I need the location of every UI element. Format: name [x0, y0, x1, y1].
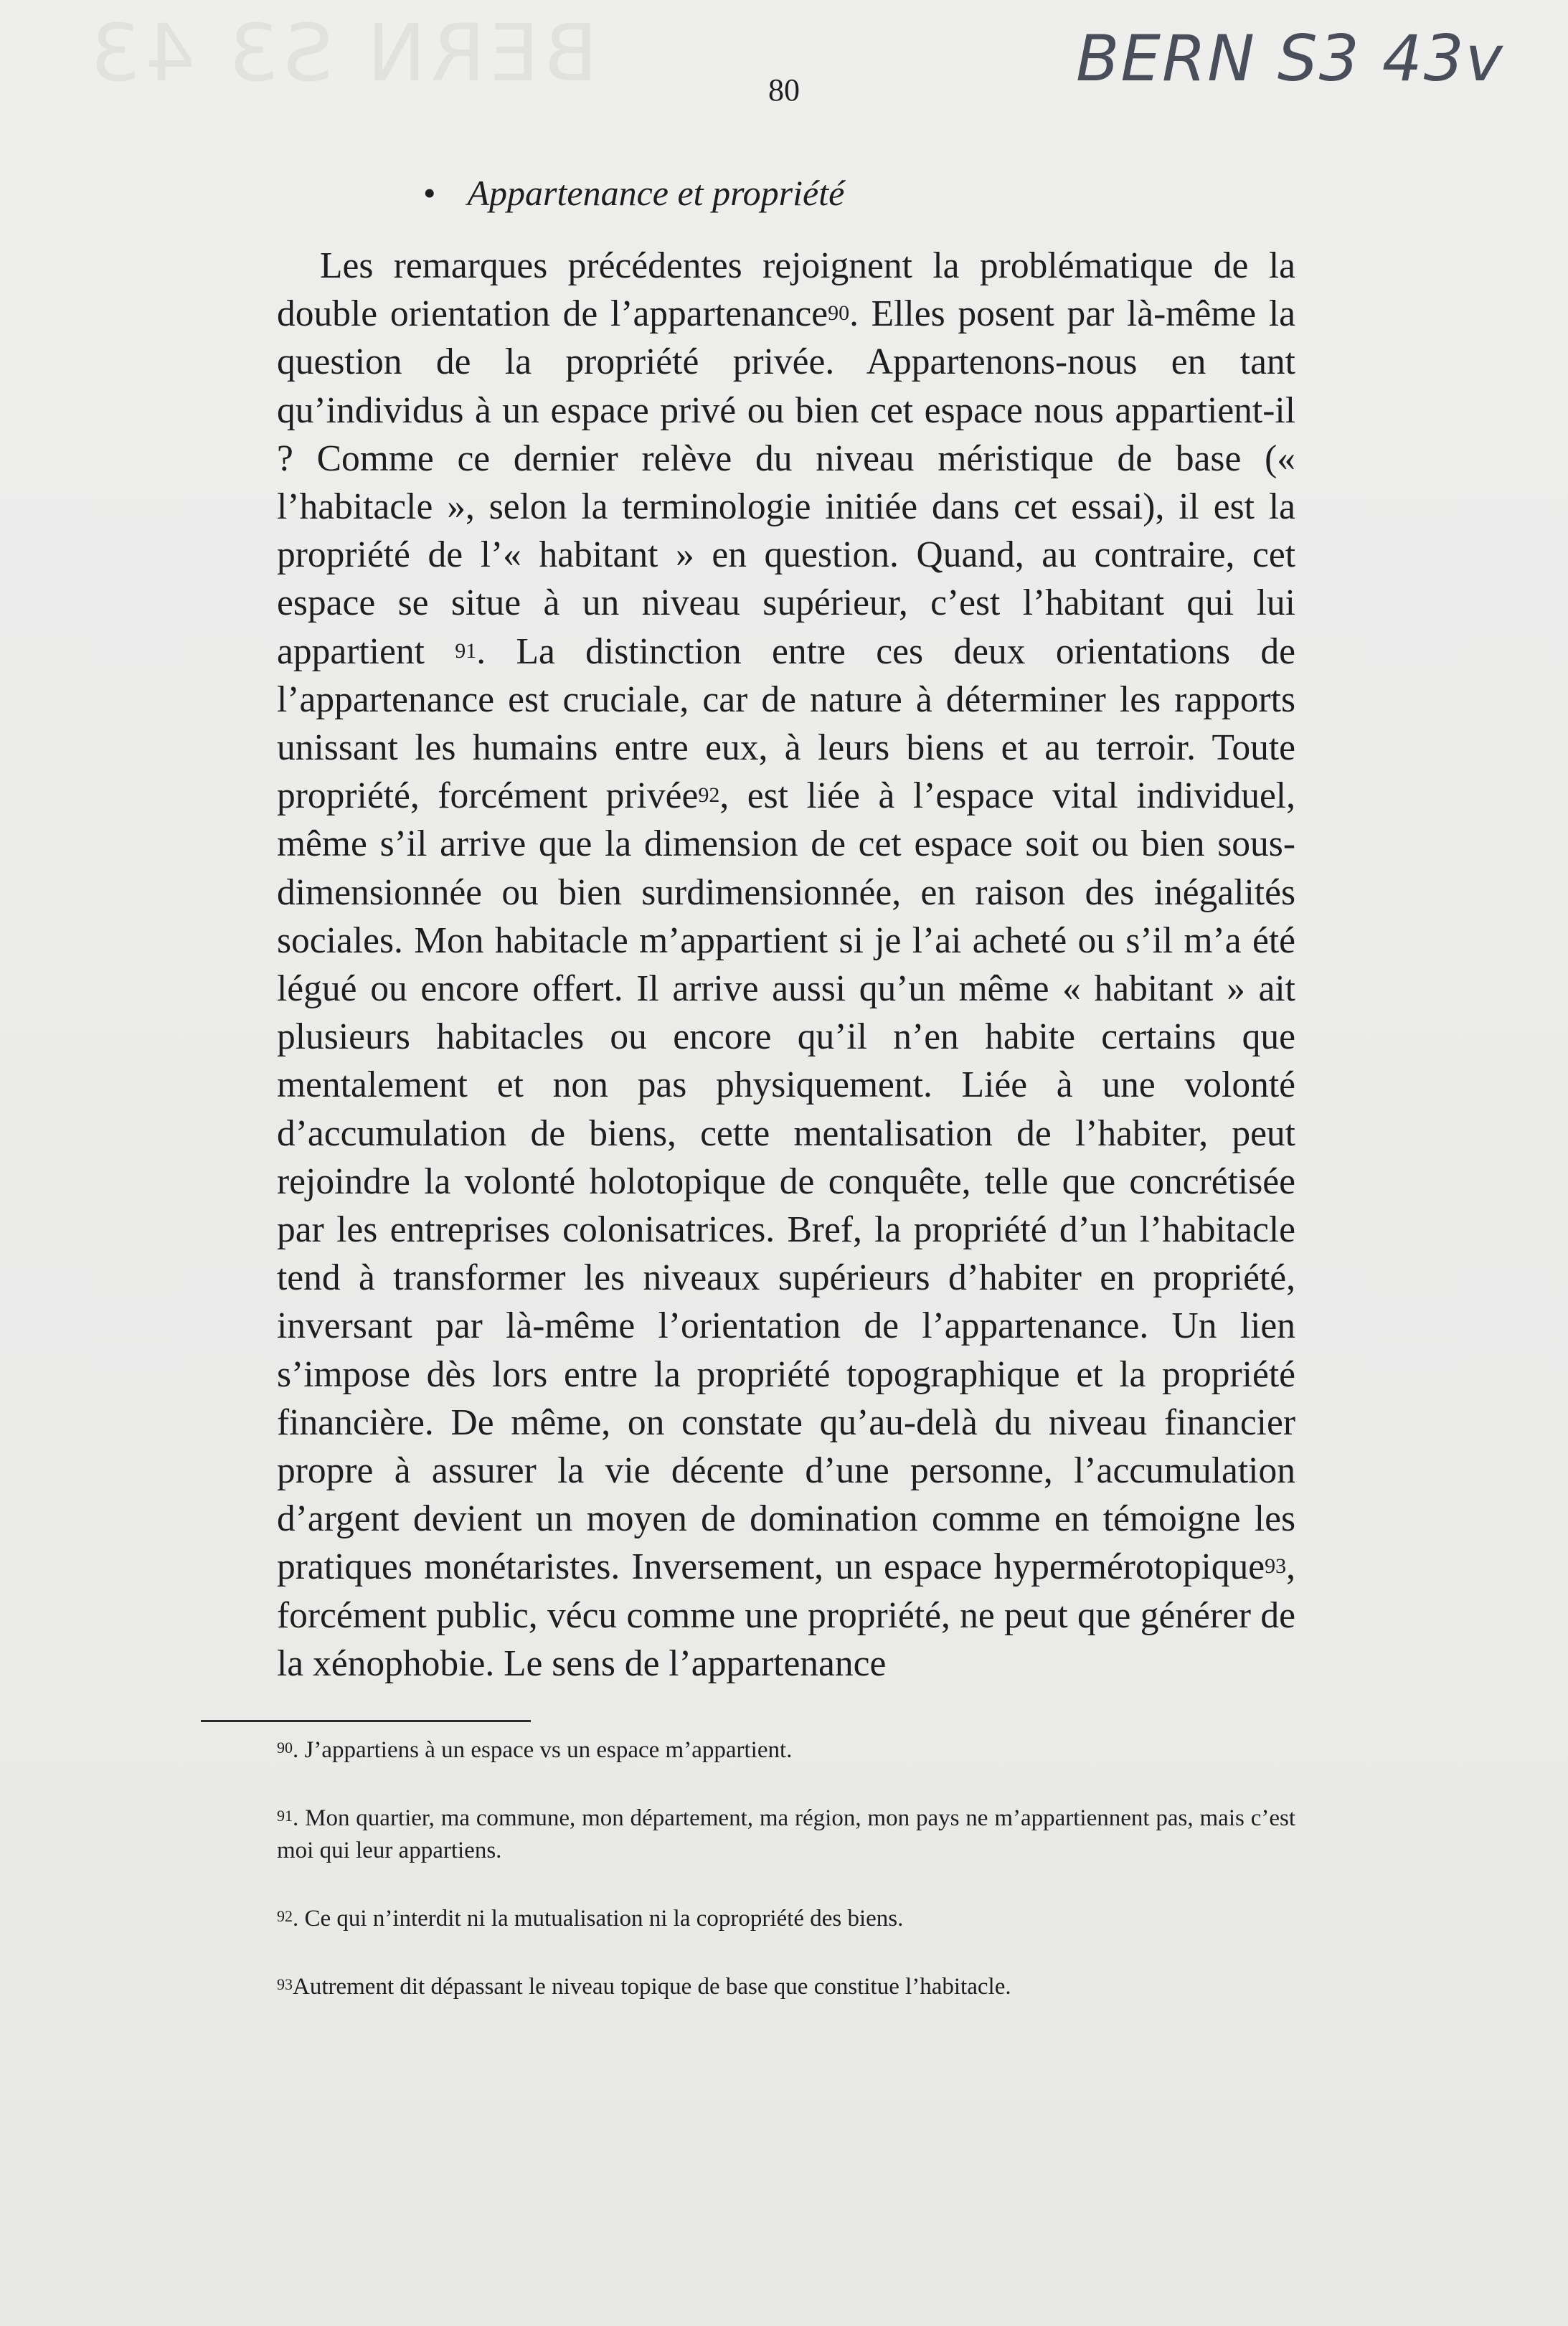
text-run: . La distinction entre ces deux orientations de l’appartenance est cruciale, car de nature à déterminer les rapports unissant les humains entre eux, à leurs biens et au terroir. Toute propriété, forcément privée [277, 630, 1295, 817]
footnote-ref: 92 [698, 783, 720, 808]
footnote-separator-dot: . [293, 1805, 306, 1831]
footnotes [277, 1734, 1295, 2039]
bullet-icon: • [423, 173, 436, 213]
footnote-text: Ce qui n’interdit ni la mutualisation ni la copropriété des biens. [304, 1906, 904, 1932]
footnote [277, 1734, 1295, 1767]
section-title: Appartenance et propriété [467, 173, 845, 213]
footnote-number: 91 [277, 1807, 293, 1825]
bleed-through-shelfmark: BERN S3 43 [86, 7, 598, 99]
footnote-text: Autrement dit dépassant le niveau topique de base que constitue l’habitacle. [293, 1974, 1011, 2000]
paragraph [277, 242, 1295, 1688]
footnote-separator-dot: . [293, 1906, 305, 1932]
footnote-text: J’appartiens à un espace vs un espace m’appartient. [304, 1737, 793, 1763]
footnote [277, 1802, 1295, 1867]
text-run: , forcément public, vécu comme une propriété, ne peut que générer de la xénophobie. Le sens de l’appartenance [277, 1546, 1295, 1684]
footnote-ref: 90 [828, 301, 850, 326]
page-number: 80 [768, 72, 800, 108]
footnote-number: 92 [277, 1907, 293, 1925]
footnote-separator-dot: . [293, 1737, 305, 1763]
section-heading [423, 172, 844, 214]
footnote-text: Mon quartier, ma commune, mon département, ma région, mon pays ne m’appartiennent pas, mais c’est moi qui leur appartiens. [277, 1805, 1295, 1863]
text-run: , est liée à l’espace vital individuel, même s’il arrive que la dimension de cet espace soit ou bien sous-dimensionnée ou bien surdimensionnée, en raison des inégalités sociales. Mon habitacle m’appartient si je l’ai acheté ou s’il m’a été légué ou encore offert. Il arrive aussi qu’un même « habitant » ait plusieurs habitacles ou encore qu’il n’en habite certains que mentalement et non pas physiquement. Liée à une volonté d’accumulation de biens, cette mentalisation de l’habiter, peut rejoindre la volonté holotopique de conquête, telle que concrétisée par les entreprises colonisatrices. Bref, la propriété d’un l’habitacle tend à transformer les niveaux supérieurs d’habiter en propriété, inversant par là-même l’orientation de l’appartenance. Un lien s’impose dès lors entre la propriété topographique et la propriété financière. De même, on constate qu’au-delà du niveau financier propre à assurer la vie décente d’une personne, l’accumulation d’argent devient un moyen de domination comme en témoigne les pratiques monétaristes. Inversement, un espace hypermérotopique [277, 775, 1295, 1588]
body-text [277, 242, 1295, 1688]
footnote-number: 90 [277, 1739, 293, 1757]
text-run: Les remarques précédentes rejoignent la problématique de la double orientation de l’appartenance [277, 245, 1295, 335]
footnote-ref: 93 [1265, 1554, 1287, 1579]
footnote [277, 1903, 1295, 1935]
footnote-separator [201, 1720, 531, 1722]
text-run: . Elles posent par là-même la question de la propriété privée. Appartenons-nous en tant qu’individus à un espace privé ou bien cet espace nous appartient-il ? Comme ce dernier relève du niveau méristique de base (« l’habitacle », selon la terminologie initiée dans cet essai), il est la propriété de l’« habitant » en question. Quand, au contraire, cet espace se situe à un niveau supérieur, c’est l’habitant qui lui appartient [277, 293, 1295, 672]
footnote-number: 93 [277, 1975, 293, 1993]
footnote [277, 1971, 1295, 2003]
handwritten-shelfmark: BERN S3 43v [1076, 22, 1504, 95]
footnote-ref: 91 [455, 638, 477, 663]
